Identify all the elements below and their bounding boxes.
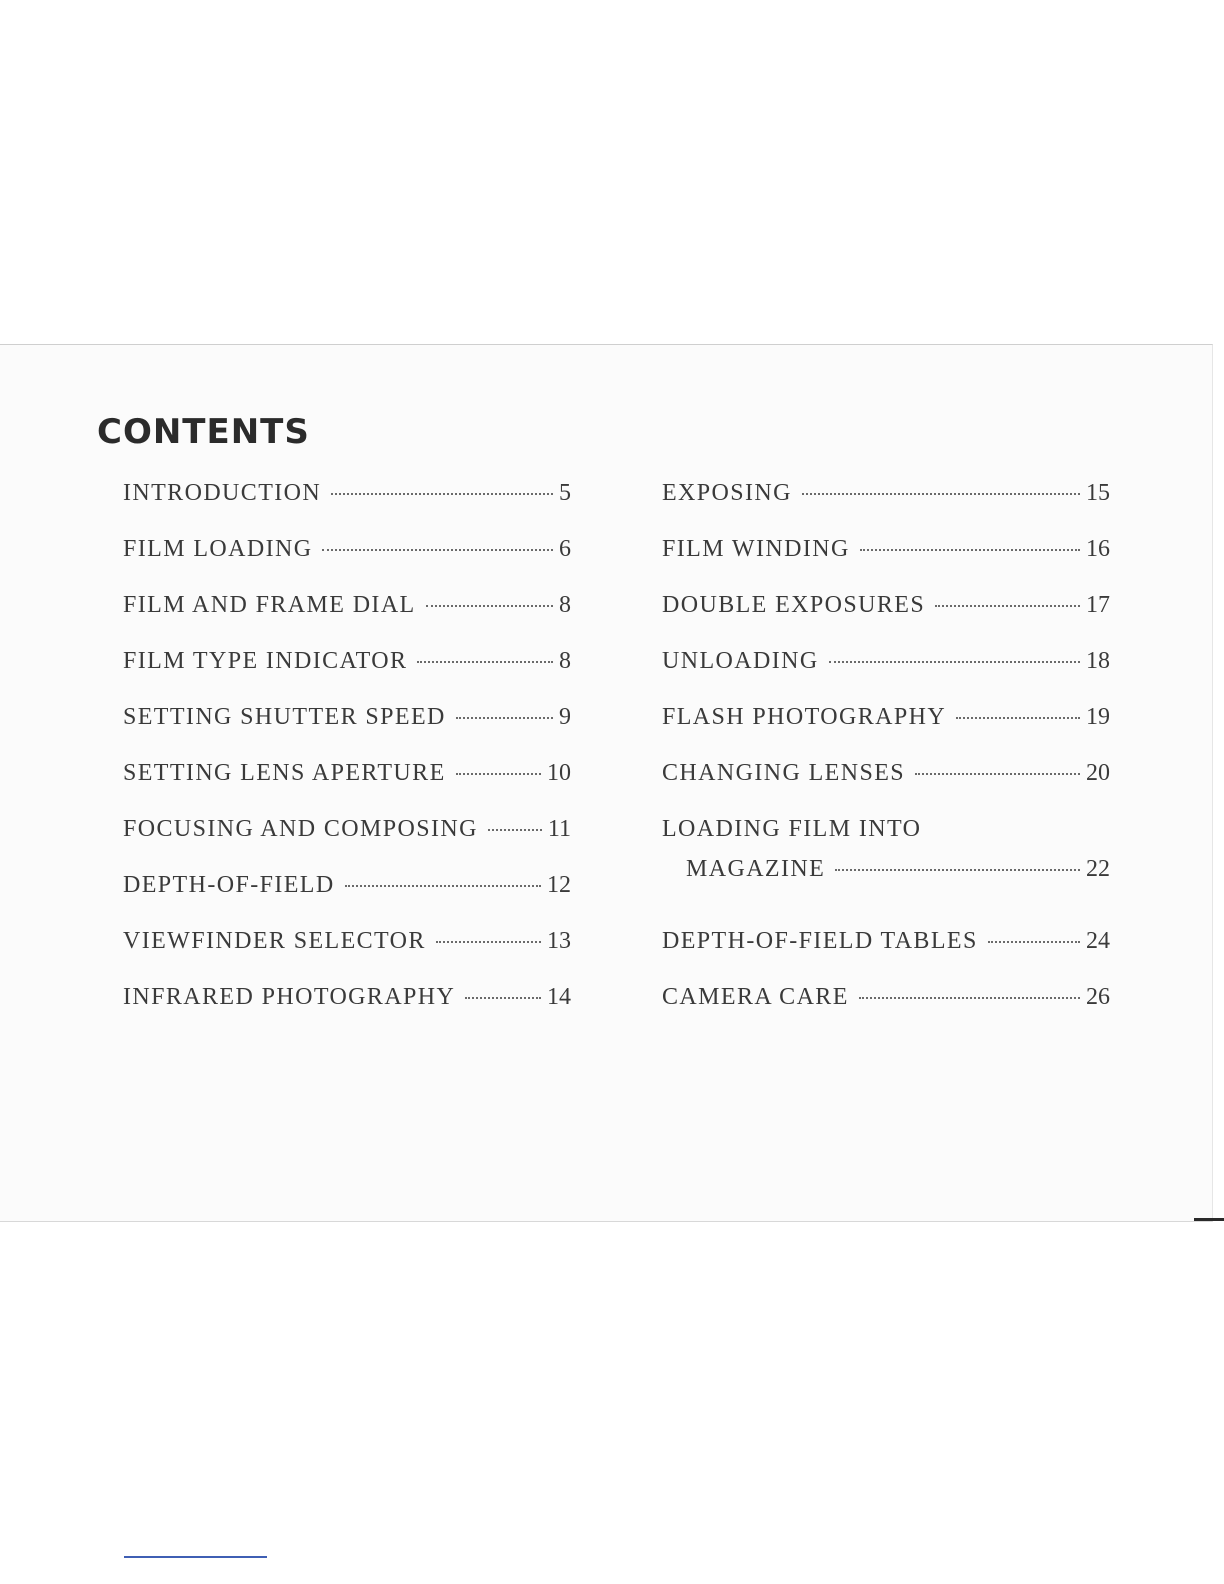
toc-entry-page: 16 xyxy=(1086,536,1110,562)
toc-entry[interactable] xyxy=(123,704,571,760)
toc-entry-title: VIEWFINDER SELECTOR xyxy=(123,928,426,954)
toc-entry-page: 14 xyxy=(547,984,571,1010)
dot-leader xyxy=(835,869,1080,871)
toc-entry-title: FILM AND FRAME DIAL xyxy=(123,592,416,618)
toc-entry[interactable] xyxy=(662,536,1110,592)
toc-entry-page: 18 xyxy=(1086,648,1110,674)
toc-entry-title: EXPOSING xyxy=(662,480,792,506)
dot-leader xyxy=(935,605,1080,607)
dot-leader xyxy=(860,549,1080,551)
footer-rule xyxy=(124,1556,267,1558)
toc-entry-page: 10 xyxy=(547,760,571,786)
toc-entry-continuation xyxy=(662,856,1110,883)
toc-entry-page: 6 xyxy=(559,536,571,562)
toc-entry[interactable] xyxy=(123,760,571,816)
toc-entry-page: 8 xyxy=(559,648,571,674)
toc-entry-title: UNLOADING xyxy=(662,648,819,674)
toc-entry-title: DEPTH-OF-FIELD TABLES xyxy=(662,928,978,954)
dot-leader xyxy=(956,717,1080,719)
toc-entry-page: 8 xyxy=(559,592,571,618)
dot-leader xyxy=(465,997,541,999)
toc-entry-title: FLASH PHOTOGRAPHY xyxy=(662,704,947,730)
toc-entry[interactable] xyxy=(662,984,1110,1040)
toc-entry-page: 9 xyxy=(559,704,571,730)
toc-entry-title: CAMERA CARE xyxy=(662,984,849,1010)
toc-entry-page: 22 xyxy=(1086,856,1110,882)
dot-leader xyxy=(859,997,1080,999)
dot-leader xyxy=(915,773,1080,775)
toc-entry-title: FOCUSING AND COMPOSING xyxy=(123,816,478,842)
toc-entry-title: DOUBLE EXPOSURES xyxy=(662,592,926,618)
toc-entry-page: 12 xyxy=(547,872,571,898)
toc-entry[interactable] xyxy=(662,480,1110,536)
toc-entry[interactable] xyxy=(123,928,571,984)
toc-entry[interactable] xyxy=(662,648,1110,704)
toc-entry[interactable] xyxy=(123,984,571,1040)
toc-left-column xyxy=(123,480,571,1040)
toc-entry[interactable] xyxy=(662,592,1110,648)
toc-entry-title: INTRODUCTION xyxy=(123,480,322,506)
toc-right-column xyxy=(662,480,1110,1040)
toc-entry-page: 15 xyxy=(1086,480,1110,506)
toc-entry-title-continued: MAGAZINE xyxy=(686,856,826,882)
dot-leader xyxy=(436,941,541,943)
dot-leader xyxy=(829,661,1080,663)
toc-entry[interactable] xyxy=(123,872,571,928)
toc-entry[interactable] xyxy=(662,816,1110,928)
toc-entry-title: SETTING SHUTTER SPEED xyxy=(123,704,446,730)
toc-entry[interactable] xyxy=(662,704,1110,760)
toc-entry-page: 11 xyxy=(547,816,571,842)
toc-entry[interactable] xyxy=(123,816,571,872)
dot-leader xyxy=(488,829,542,831)
dot-leader xyxy=(988,941,1080,943)
toc-entry-title: DEPTH-OF-FIELD xyxy=(123,872,335,898)
dot-leader xyxy=(456,717,553,719)
dot-leader xyxy=(331,493,553,495)
dot-leader xyxy=(456,773,541,775)
toc-entry-page: 5 xyxy=(559,480,571,506)
toc-entry-page: 26 xyxy=(1086,984,1110,1010)
toc-entry-title: INFRARED PHOTOGRAPHY xyxy=(123,984,456,1010)
toc-entry-title: FILM TYPE INDICATOR xyxy=(123,648,408,674)
toc-entry-title: CHANGING LENSES xyxy=(662,760,905,786)
dot-leader xyxy=(322,549,553,551)
toc-entry[interactable] xyxy=(662,928,1110,984)
toc-entry-page: 17 xyxy=(1086,592,1110,618)
panel-edge-mark xyxy=(1194,1218,1224,1221)
toc-entry[interactable] xyxy=(123,480,571,536)
toc-entry-title: FILM WINDING xyxy=(662,536,850,562)
toc-entry-page: 20 xyxy=(1086,760,1110,786)
toc-entry-page: 13 xyxy=(547,928,571,954)
dot-leader xyxy=(802,493,1080,495)
dot-leader xyxy=(345,885,541,887)
contents-heading: CONTENTS xyxy=(97,412,310,452)
dot-leader xyxy=(417,661,553,663)
toc-entry[interactable] xyxy=(662,760,1110,816)
toc-entry-title: FILM LOADING xyxy=(123,536,313,562)
toc-entry[interactable] xyxy=(123,592,571,648)
toc-entry-title: SETTING LENS APERTURE xyxy=(123,760,446,786)
dot-leader xyxy=(426,605,553,607)
toc-entry[interactable] xyxy=(123,648,571,704)
toc-entry-page: 24 xyxy=(1086,928,1110,954)
toc-entry[interactable] xyxy=(123,536,571,592)
toc-entry-page: 19 xyxy=(1086,704,1110,730)
toc-entry-title: LOADING FILM INTO xyxy=(662,816,922,842)
